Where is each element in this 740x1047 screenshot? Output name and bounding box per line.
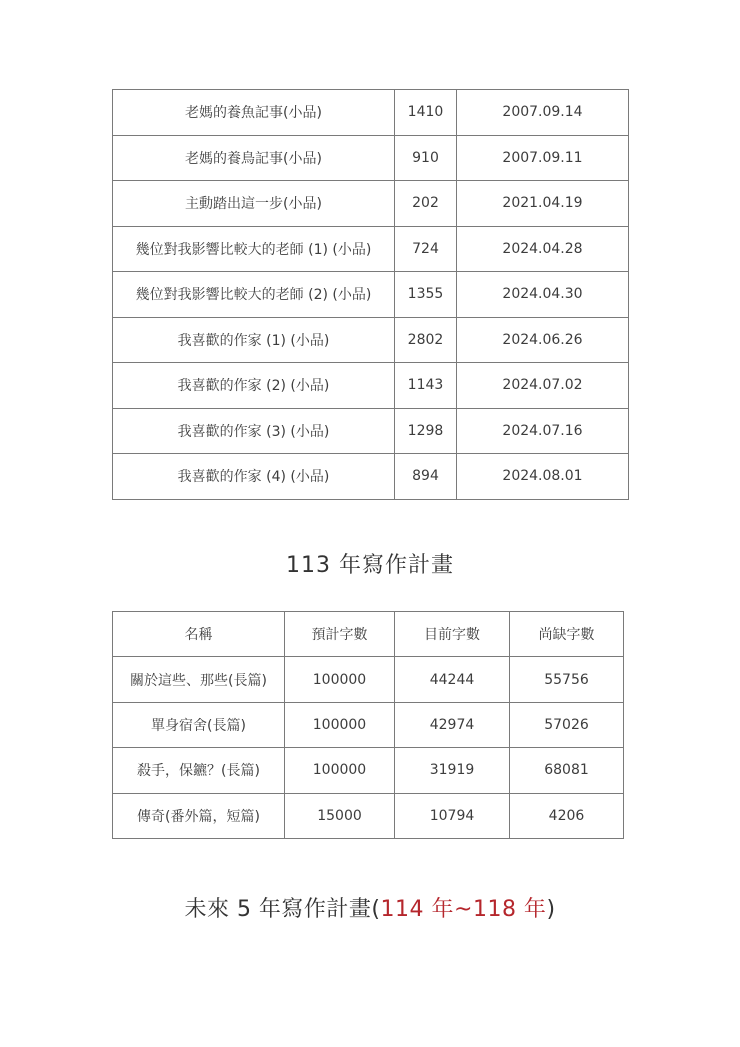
table-row: [113, 793, 624, 838]
work-word-count: 724: [395, 226, 457, 272]
plan-planned: 100000: [285, 748, 395, 793]
plan-remaining: 4206: [510, 793, 624, 838]
work-title: 老媽的養魚記事(小品): [113, 90, 395, 136]
table-row: [113, 272, 629, 318]
table-row: [113, 748, 624, 793]
plan-name: 單身宿舍(長篇): [113, 702, 285, 747]
plan-name: 殺手，保鑣？(長篇): [113, 748, 285, 793]
plan-current: 44244: [395, 657, 510, 702]
work-title: 老媽的養鳥記事(小品): [113, 135, 395, 181]
work-word-count: 1143: [395, 363, 457, 409]
table-row: [113, 408, 629, 454]
future-title-prefix: 未來 5 年寫作計畫(: [184, 897, 381, 922]
table-row: [113, 317, 629, 363]
work-title: 主動踏出這一步(小品): [113, 181, 395, 227]
work-date: 2024.06.26: [457, 317, 629, 363]
work-title: 我喜歡的作家 (2) (小品): [113, 363, 395, 409]
table-header-row: [113, 612, 624, 657]
plan-remaining: 57026: [510, 702, 624, 747]
work-word-count: 1410: [395, 90, 457, 136]
plan-current: 42974: [395, 702, 510, 747]
works-table: [112, 89, 629, 500]
table-row: [113, 657, 624, 702]
plan-current: 31919: [395, 748, 510, 793]
plan-planned: 15000: [285, 793, 395, 838]
plan-current: 10794: [395, 793, 510, 838]
table-row: [113, 135, 629, 181]
work-date: 2024.07.16: [457, 408, 629, 454]
column-header-name: 名稱: [113, 612, 285, 657]
work-date: 2024.07.02: [457, 363, 629, 409]
future-title-year-range: 114 年~118 年: [380, 897, 547, 922]
table-row: [113, 454, 629, 500]
table-row: [113, 226, 629, 272]
table-row: [113, 363, 629, 409]
work-title: 我喜歡的作家 (1) (小品): [113, 317, 395, 363]
work-date: 2024.04.28: [457, 226, 629, 272]
work-word-count: 1355: [395, 272, 457, 318]
work-word-count: 1298: [395, 408, 457, 454]
work-word-count: 910: [395, 135, 457, 181]
work-title: 幾位對我影響比較大的老師 (2) (小品): [113, 272, 395, 318]
plan-table: [112, 611, 624, 839]
work-word-count: 2802: [395, 317, 457, 363]
plan-remaining: 68081: [510, 748, 624, 793]
table-row: [113, 181, 629, 227]
work-title: 幾位對我影響比較大的老師 (1) (小品): [113, 226, 395, 272]
work-title: 我喜歡的作家 (3) (小品): [113, 408, 395, 454]
table-row: [113, 90, 629, 136]
column-header-planned: 預計字數: [285, 612, 395, 657]
plan-name: 關於這些、那些(長篇): [113, 657, 285, 702]
section-title-future-plan: [0, 892, 740, 923]
plan-remaining: 55756: [510, 657, 624, 702]
column-header-current: 目前字數: [395, 612, 510, 657]
work-word-count: 202: [395, 181, 457, 227]
section-title-113-plan: 113 年寫作計畫: [286, 553, 454, 578]
work-title: 我喜歡的作家 (4) (小品): [113, 454, 395, 500]
work-word-count: 894: [395, 454, 457, 500]
column-header-remaining: 尚缺字數: [510, 612, 624, 657]
work-date: 2007.09.14: [457, 90, 629, 136]
plan-planned: 100000: [285, 702, 395, 747]
work-date: 2007.09.11: [457, 135, 629, 181]
table-row: [113, 702, 624, 747]
plan-planned: 100000: [285, 657, 395, 702]
work-date: 2024.04.30: [457, 272, 629, 318]
work-date: 2024.08.01: [457, 454, 629, 500]
plan-name: 傳奇(番外篇，短篇): [113, 793, 285, 838]
future-title-suffix: ): [546, 897, 556, 922]
work-date: 2021.04.19: [457, 181, 629, 227]
